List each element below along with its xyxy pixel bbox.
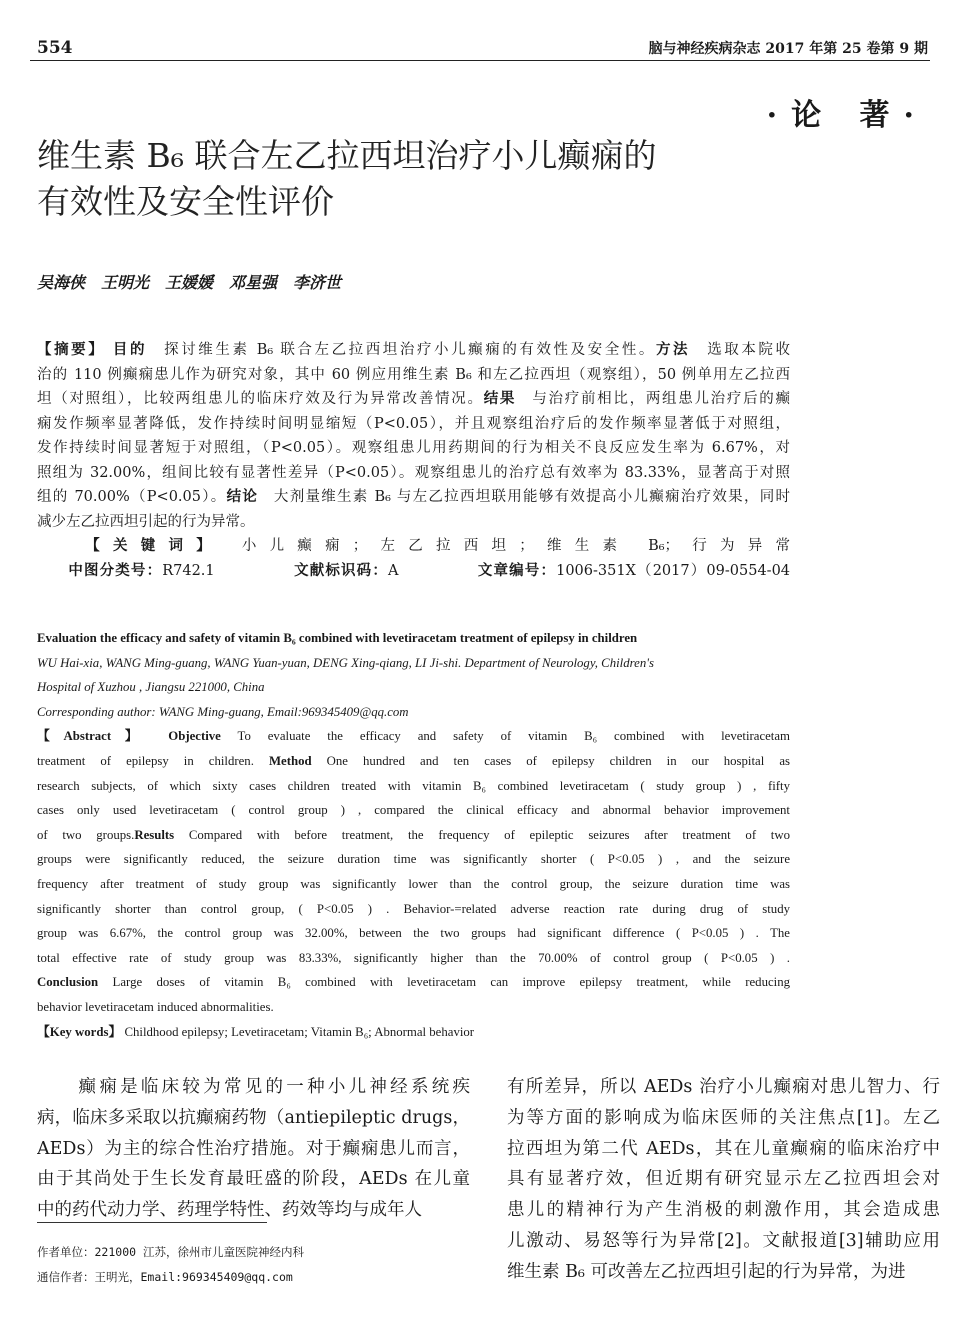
text-line xyxy=(507,1103,940,1134)
text-segment: 小儿癫痫；左乙拉西坦；维生素 B₆；行为异常 xyxy=(223,538,790,554)
footnote-rule xyxy=(37,1222,267,1223)
bold-label: Results xyxy=(134,827,175,842)
text-line xyxy=(37,823,790,848)
text-segment xyxy=(37,563,68,579)
bold-label: 方法 xyxy=(655,341,691,358)
bold-label: 结果 xyxy=(483,390,517,407)
text-line xyxy=(37,626,790,651)
text-line xyxy=(37,1103,470,1134)
text-line xyxy=(37,724,790,749)
text-segment: total effective rate of study group was 83.33%, significantly higher than the 70.00% of control group ( P<0.05 ) . xyxy=(37,950,790,965)
text-segment: cases only used levetiracetam ( control group ) , compared the clinical efficacy and abnormal behavior improvement xyxy=(37,803,790,818)
text-segment: behavior levetiracetam induced abnormalities. xyxy=(37,999,274,1014)
text-segment: 有所差异，所以 AEDs 治疗小儿癫痫对患儿智力、行 xyxy=(507,1077,940,1097)
bold-label: 【摘要】 目的 xyxy=(37,341,148,358)
text-segment: significantly shorter than control group, ( P<0.05 ) . Behavior-=related adverse reaction rate during drug of study xyxy=(37,901,790,916)
text-segment: Childhood epilepsy; Levetiracetam; Vitamin B₆; Abnormal behavior xyxy=(121,1024,475,1039)
text-segment: 具有显著疗效，但近期有研究显示左乙拉西坦会对 xyxy=(507,1169,940,1190)
text-segment: frequency after treatment of study group was significantly lower than the control group, the seizure duration time was xyxy=(37,876,790,891)
text-segment: 拉西坦为第二代 AEDs，其在儿童癫痫的临床治疗中 xyxy=(507,1138,940,1159)
chinese-abstract xyxy=(37,338,790,583)
text-line xyxy=(37,995,790,1020)
text-line xyxy=(507,1164,940,1195)
text-line xyxy=(37,675,790,700)
text-line xyxy=(37,510,790,535)
text-segment: 中的药代动力学、药理学特性、药效等均与成年人 xyxy=(37,1200,422,1221)
text-segment: Large doses of vitamin B₆ combined with levetiracetam can improve epilepsy treatment, while reducing xyxy=(98,975,790,990)
text-line xyxy=(37,485,790,510)
bold-label: 文章编号： xyxy=(477,561,557,579)
text-line xyxy=(507,1226,940,1257)
bold-label: 中图分类号： xyxy=(68,561,163,579)
text-line xyxy=(37,651,790,676)
page-number: 554 xyxy=(37,38,73,58)
text-line xyxy=(507,1134,940,1165)
authors: 吴海侠 王明光 王媛媛 邓星强 李济世 xyxy=(37,273,342,292)
text-segment: 与治疗前相比，两组患儿治疗后的癫 xyxy=(516,391,790,407)
text-segment: 坦（对照组），比较两组患儿的临床疗效及行为异常改善情况。 xyxy=(37,391,484,407)
text-line xyxy=(37,412,790,437)
text-line xyxy=(37,387,790,412)
text-segment: research subjects, of which sixty cases children treated with vitamin B₆ combined levetiracetam ( study group ) , fifty xyxy=(37,778,790,793)
bold-label: 【Key words】 xyxy=(37,1024,122,1039)
title-line: 有效性及安全性评价 xyxy=(37,182,334,221)
text-line xyxy=(37,1072,470,1103)
text-segment: 1006-351X（2017）09-0554-04 xyxy=(556,562,790,579)
text-line xyxy=(37,749,790,774)
text-segment: groups were significantly reduced, the seizure duration time was significantly shorter ( P<0.05 ) , and the seizure xyxy=(37,852,790,867)
text-segment: 照组为 32.00%，组间比较有显著性差异（P<0.05）。观察组患儿的治疗总有效率为 83.33%，显著高于对照 xyxy=(37,464,790,481)
text-segment: 大剂量维生素 B₆ 与左乙拉西坦联用能够有效提高小儿癫痫治疗效果，同时 xyxy=(258,489,790,505)
text-line xyxy=(37,921,790,946)
article-title xyxy=(37,133,656,225)
footnotes xyxy=(37,1240,304,1290)
column-label: ·论 著· xyxy=(766,98,928,133)
text-segment: One hundred and ten cases of epilepsy children in our hospital as xyxy=(311,753,790,768)
text-segment: WU Hai-xia, WANG Ming-guang, WANG Yuan-yuan, DENG Xing-qiang, LI Ji-shi. Department of Neurology, Children's xyxy=(37,655,654,670)
bold-label: 【Abstract】 Objective xyxy=(37,729,221,744)
journal-running-header: 脑与神经疾病杂志 2017 年第 25 卷第 9 期 xyxy=(648,41,928,57)
text-segment: 痫发作频率显著降低，发作持续时间明显缩短（P<0.05），并且观察组治疗后的发作频率显著低于对照组， xyxy=(37,415,790,432)
text-segment: AEDs）为主的综合性治疗措施。对于癫痫患儿而言， xyxy=(37,1138,470,1159)
bold-label: 结论 xyxy=(226,488,259,505)
text-line xyxy=(37,461,790,486)
text-line xyxy=(37,363,790,388)
text-line xyxy=(37,1134,470,1165)
text-segment: Corresponding author: WANG Ming-guang, Email:969345409@qq.com xyxy=(37,704,409,719)
text-line xyxy=(37,338,790,363)
title-line: 维生素 B₆ 联合左乙拉西坦治疗小儿癫痫的 xyxy=(37,136,657,175)
text-segment: A xyxy=(387,562,478,579)
text-segment: 发作持续时间显著短于对照组，（P<0.05）。观察组患儿用药期间的行为相关不良反应发生率为 6.67%，对 xyxy=(37,440,790,456)
bold-label: 【关键词】 xyxy=(92,537,224,554)
text-line xyxy=(37,897,790,922)
english-abstract xyxy=(37,626,790,1044)
text-line xyxy=(37,946,790,971)
text-line xyxy=(37,1020,790,1045)
corresponding-author: 通信作者：王明光，Email:969345409@qq.com xyxy=(37,1270,293,1284)
text-line xyxy=(37,700,790,725)
text-segment: To evaluate the efficacy and safety of vitamin B₆ combined with levetiracetam xyxy=(220,729,790,744)
text-line xyxy=(37,970,790,995)
text-segment: 选取本院收 xyxy=(690,342,790,358)
text-segment: R742.1 xyxy=(162,562,295,579)
text-segment: 病，临床多采取以抗癫痫药物（antiepileptic drugs， xyxy=(37,1107,470,1128)
bold-label: Conclusion xyxy=(37,975,99,990)
text-segment: 为等方面的影响成为临床医师的关注焦点[1]。左乙 xyxy=(507,1107,940,1128)
text-segment: 儿激动、易怒等行为异常[2]。文献报道[3]辅助应用 xyxy=(507,1230,940,1251)
text-line xyxy=(507,1072,940,1103)
text-segment: of two groups. xyxy=(37,827,135,842)
text-segment: Compared with before treatment, the frequency of epileptic seizures after treatment of two xyxy=(174,827,790,842)
text-segment: treatment of epilepsy in children. xyxy=(37,753,269,768)
text-line xyxy=(37,847,790,872)
text-segment: 由于其尚处于生长发育最旺盛的阶段，AEDs 在儿童 xyxy=(37,1169,470,1190)
text-segment: group was 6.67%, the control group was 32.00%, between the two groups had significant difference ( P<0.05 ) . The xyxy=(37,926,790,941)
text-line xyxy=(37,1164,470,1195)
text-segment: Hospital of Xuzhou , Jiangsu 221000, China xyxy=(37,680,265,695)
author-affiliation: 作者单位：221000 江苏，徐州市儿童医院神经内科 xyxy=(37,1245,304,1259)
text-line xyxy=(37,798,790,823)
text-segment: 维生素 B₆ 可改善左乙拉西坦引起的行为异常，为进 xyxy=(507,1261,906,1282)
bold-label: Evaluation the efficacy and safety of vitamin B₆ combined with levetiracetam treatment of epilepsy in children xyxy=(37,631,638,645)
text-line xyxy=(507,1195,940,1226)
header-rule xyxy=(30,60,930,61)
text-line xyxy=(37,872,790,897)
bold-label: Method xyxy=(268,753,312,768)
text-line xyxy=(37,774,790,799)
text-segment: 探讨维生素 B₆ 联合左乙拉西坦治疗小儿癫痫的有效性及安全性。 xyxy=(147,342,656,358)
body-column-left xyxy=(37,1072,470,1226)
text-line xyxy=(37,559,790,584)
text-segment: 组的 70.00%（P<0.05）。 xyxy=(37,489,227,505)
text-segment: 癫痫是临床较为常见的一种小儿神经系统疾 xyxy=(37,1077,470,1097)
text-segment: 减少左乙拉西坦引起的行为异常。 xyxy=(37,513,255,530)
text-line xyxy=(507,1257,940,1288)
text-line xyxy=(37,534,790,559)
text-segment xyxy=(37,538,93,554)
body-column-right xyxy=(507,1072,940,1288)
text-segment: 患儿的精神行为产生消极的刺激作用，其会造成患 xyxy=(507,1200,940,1221)
text-segment: 治的 110 例癫痫患儿作为研究对象，其中 60 例应用维生素 B₆ 和左乙拉西坦（观察组），50 例单用左乙拉西 xyxy=(37,366,790,383)
text-line xyxy=(37,436,790,461)
bold-label: 文献标识码： xyxy=(294,561,388,579)
